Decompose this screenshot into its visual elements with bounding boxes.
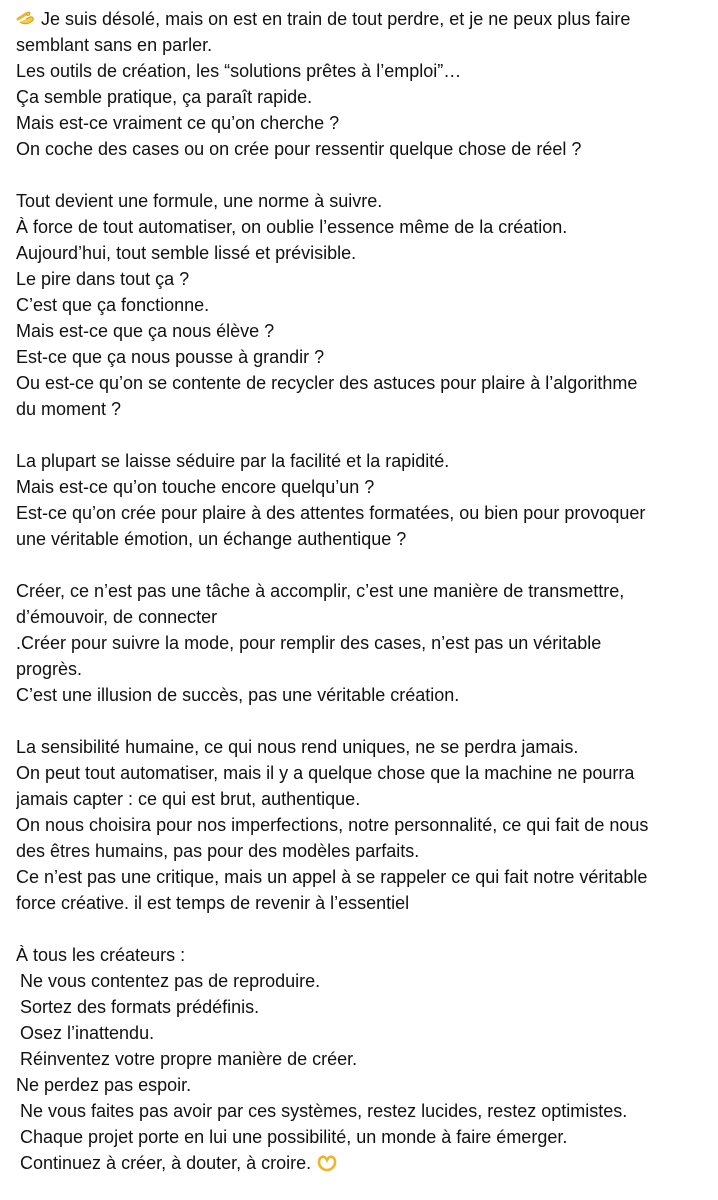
- text-line: progrès.: [16, 659, 83, 679]
- text-line: Est-ce qu’on crée pour plaire à des attentes formatées, ou bien pour provoquer: [16, 503, 646, 523]
- text-line: Mais est-ce qu’on touche encore quelqu’un ?: [16, 477, 375, 497]
- text-line: une véritable émotion, un échange authentique ?: [16, 529, 407, 549]
- text-line: Le pire dans tout ça ?: [16, 269, 190, 289]
- text-line: La plupart se laisse séduire par la facilité et la rapidité.: [16, 451, 450, 471]
- paragraph-spacer: [16, 552, 706, 578]
- pinching-hand-icon: [16, 10, 36, 28]
- paragraph-spacer: [16, 162, 706, 188]
- text-line: du moment ?: [16, 399, 122, 419]
- text-line: Chaque projet porte en lui une possibilité, un monde à faire émerger.: [20, 1127, 568, 1147]
- text-line: Osez l’inattendu.: [20, 1023, 155, 1043]
- text-line: Les outils de création, les “solutions prêtes à l’emploi”…: [16, 61, 462, 81]
- text-line: C’est une illusion de succès, pas une véritable création.: [16, 685, 460, 705]
- text-line: Ou est-ce qu’on se contente de recycler des astuces pour plaire à l’algorithme: [16, 373, 638, 393]
- text-line: Je suis désolé, mais on est en train de tout perdre, et je ne peux plus faire: [16, 6, 706, 32]
- text-line: Continuez à créer, à douter, à croire.: [16, 1150, 706, 1176]
- text-line: Tout devient une formule, une norme à suivre.: [16, 191, 383, 211]
- text-line: semblant sans en parler.: [16, 35, 213, 55]
- text-line: Ne perdez pas espoir.: [16, 1075, 192, 1095]
- text-line: À tous les créateurs :: [16, 945, 186, 965]
- text-line: On peut tout automatiser, mais il y a quelque chose que la machine ne pourra: [16, 763, 635, 783]
- text-line: Ne vous contentez pas de reproduire.: [20, 971, 321, 991]
- paragraph-spacer: [16, 422, 706, 448]
- text-line: La sensibilité humaine, ce qui nous rend uniques, ne se perdra jamais.: [16, 737, 579, 757]
- text-line: .Créer pour suivre la mode, pour remplir des cases, n’est pas un véritable: [16, 633, 602, 653]
- text-line: Aujourd’hui, tout semble lissé et prévisible.: [16, 243, 357, 263]
- text-line: force créative. il est temps de revenir à l’essentiel: [16, 893, 410, 913]
- text-line: Sortez des formats prédéfinis.: [20, 997, 260, 1017]
- text-line: Réinventez votre propre manière de créer.: [20, 1049, 358, 1069]
- text-line: C’est que ça fonctionne.: [16, 295, 210, 315]
- text-line: Ne vous faites pas avoir par ces systèmes, restez lucides, restez optimistes.: [20, 1101, 628, 1121]
- heart-hands-icon: [317, 1154, 337, 1172]
- text-line: d’émouvoir, de connecter: [16, 607, 218, 627]
- text-line: Mais est-ce que ça nous élève ?: [16, 321, 275, 341]
- text-line: Ça semble pratique, ça paraît rapide.: [16, 87, 313, 107]
- text-line: On nous choisira pour nos imperfections, notre personnalité, ce qui fait de nous: [16, 815, 649, 835]
- text-line: À force de tout automatiser, on oublie l’essence même de la création.: [16, 217, 568, 237]
- text-line: On coche des cases ou on crée pour ressentir quelque chose de réel ?: [16, 139, 582, 159]
- text-line: Créer, ce n’est pas une tâche à accomplir, c’est une manière de transmettre,: [16, 581, 625, 601]
- text-line: jamais capter : ce qui est brut, authentique.: [16, 789, 361, 809]
- text-line: Est-ce que ça nous pousse à grandir ?: [16, 347, 325, 367]
- paragraph-spacer: [16, 708, 706, 734]
- text-line: Ce n’est pas une critique, mais un appel à se rappeler ce qui fait notre véritable: [16, 867, 648, 887]
- text-line: Mais est-ce vraiment ce qu’on cherche ?: [16, 113, 340, 133]
- paragraph-spacer: [16, 916, 706, 942]
- post-body: [16, 6, 706, 1176]
- text-line: des êtres humains, pas pour des modèles parfaits.: [16, 841, 420, 861]
